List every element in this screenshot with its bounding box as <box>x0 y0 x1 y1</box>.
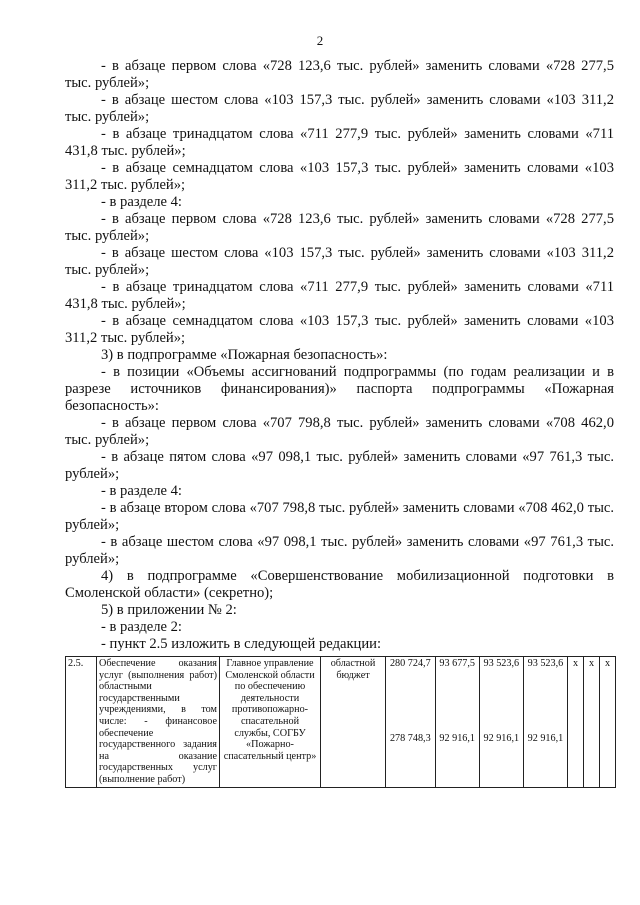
table-cell-name <box>97 657 220 788</box>
paragraph: - в абзаце тринадцатом слова «711 277,9 тыс. рублей» заменить словами «711 431,8 тыс. рублей»; <box>65 126 614 159</box>
paragraph: - в абзаце втором слова «707 798,8 тыс. рублей» заменить словами «708 462,0 тыс. рублей»; <box>65 500 614 533</box>
paragraph: 3) в подпрограмме «Пожарная безопасность»: <box>101 347 388 363</box>
value-y2-1: 93 523,6 <box>483 658 520 669</box>
paragraph: - в абзаце шестом слова «103 157,3 тыс. рублей» заменить словами «103 311,2 тыс. рублей»; <box>65 92 614 125</box>
table-cell-source: областной бюджет <box>321 657 386 788</box>
paragraph: 5) в приложении № 2: <box>101 602 237 618</box>
page-number: 2 <box>316 33 324 48</box>
appendix-table <box>65 656 616 788</box>
table-cell-mark: х <box>600 657 616 788</box>
paragraph: - в абзаце семнадцатом слова «103 157,3 тыс. рублей» заменить словами «103 311,2 тыс. рублей»; <box>65 160 614 193</box>
paragraph: - в абзаце пятом слова «97 098,1 тыс. рублей» заменить словами «97 761,3 тыс. рублей»; <box>65 449 614 482</box>
paragraph: - в абзаце шестом слова «103 157,3 тыс. рублей» заменить словами «103 311,2 тыс. рублей»; <box>65 245 614 278</box>
paragraph: 4) в подпрограмме «Совершенствование мобилизационной подготовки в Смоленской области» (секретно); <box>65 568 614 601</box>
paragraph: - в позиции «Объемы ассигнований подпрограммы (по годам реализации и в разрезе источников финансирования)» паспорта подпрограммы «Пожарная безопасность»: <box>65 364 614 414</box>
table-cell-number: 2.5. <box>66 657 97 788</box>
paragraph: - в разделе 4: <box>101 483 182 499</box>
paragraph: - в разделе 2: <box>101 619 182 635</box>
paragraph: - в абзаце шестом слова «97 098,1 тыс. рублей» заменить словами «97 761,3 тыс. рублей»; <box>65 534 614 567</box>
name-sub: - финансовое обеспечение государственного задания на оказание государственных услуг (выполнение работ) <box>99 715 218 785</box>
table-cell-total <box>386 657 436 788</box>
value-y1-2: 92 916,1 <box>439 732 476 744</box>
table-cell-year-1 <box>435 657 479 788</box>
name-main: Обеспечение оказания услуг (выполнения работ) областными государственными учреждениями, в том числе: <box>99 658 217 727</box>
paragraph: - пункт 2.5 изложить в следующей редакции: <box>101 636 382 652</box>
table-cell-mark: х <box>584 657 600 788</box>
value-y1-1: 93 677,5 <box>439 658 476 669</box>
value-y3-1: 93 523,6 <box>527 658 564 669</box>
document-body <box>65 58 614 653</box>
paragraph: - в абзаце первом слова «728 123,6 тыс. рублей» заменить словами «728 277,5 тыс. рублей»; <box>65 58 614 91</box>
value-total-1: 280 724,7 <box>389 658 431 669</box>
table-cell-organization: Главное управление Смоленской области по обеспечению деятельности противопожарно-спасательной службы, СОГБУ «Пожарно-спасательный центр» <box>220 657 321 788</box>
paragraph: - в абзаце первом слова «707 798,8 тыс. рублей» заменить словами «708 462,0 тыс. рублей»; <box>65 415 614 448</box>
value-total-2: 278 748,3 <box>389 732 431 744</box>
table-row <box>66 657 616 788</box>
value-y2-2: 92 916,1 <box>483 732 520 744</box>
paragraph: - в абзаце тринадцатом слова «711 277,9 тыс. рублей» заменить словами «711 431,8 тыс. рублей»; <box>65 279 614 312</box>
table-cell-year-3 <box>523 657 567 788</box>
paragraph: - в абзаце семнадцатом слова «103 157,3 тыс. рублей» заменить словами «103 311,2 тыс. рублей»; <box>65 313 614 346</box>
table-cell-year-2 <box>479 657 523 788</box>
value-y3-2: 92 916,1 <box>527 732 564 744</box>
paragraph: - в абзаце первом слова «728 123,6 тыс. рублей» заменить словами «728 277,5 тыс. рублей»; <box>65 211 614 244</box>
paragraph: - в разделе 4: <box>101 194 182 210</box>
table-cell-mark: х <box>568 657 584 788</box>
